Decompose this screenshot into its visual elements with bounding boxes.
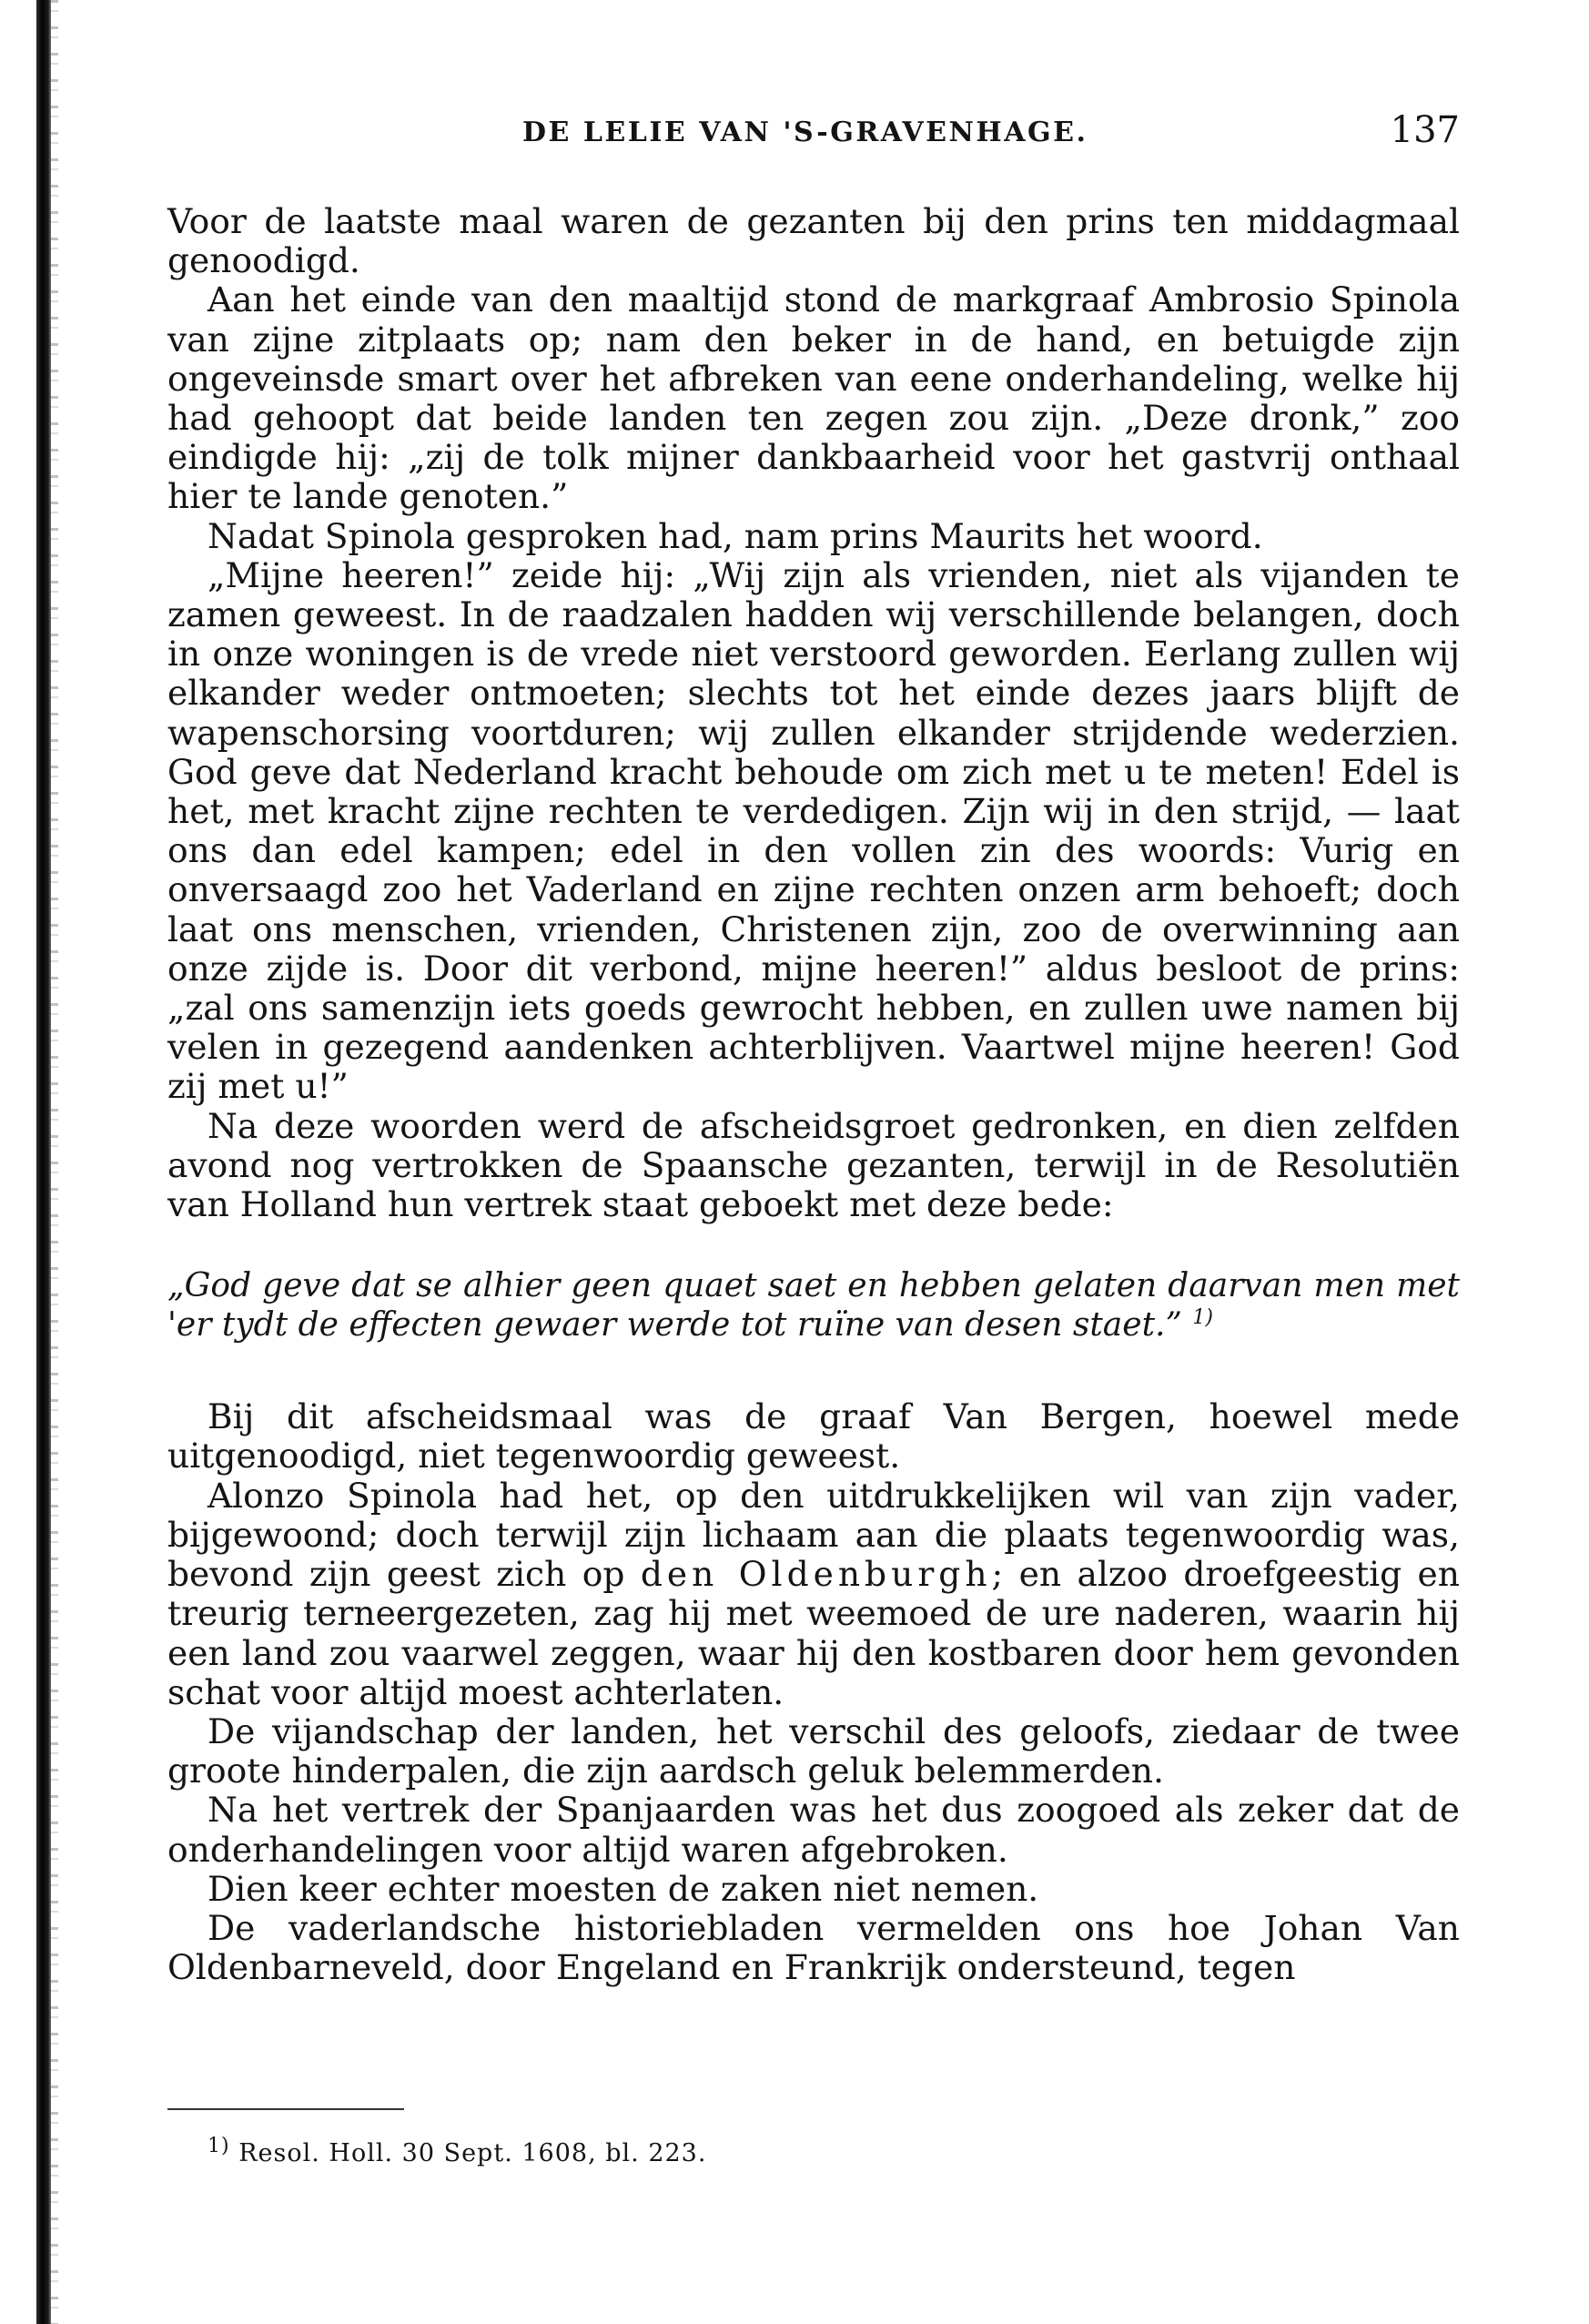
book-page (167, 0, 1460, 2324)
paragraph-3: Nadat Spinola gesproken had, nam prins Maurits het woord. (207, 515, 1263, 556)
paragraph-4: „Mijne heeren!” zeide hij: „Wij zijn als vrienden, niet als vijanden te zamen geweest. In de raadzalen hadden wij verschillende belangen, doch in onze woningen is de vrede niet verstoord geworden. Eerlang zullen wij elkander weder ontmoeten; slechts tot het einde dezes jaars blijft de wapenschorsing voortduren; wij zullen elkander strijdende wederzien. God geve dat Nederland kracht behoude om zich met u te meten! Edel is het, met kracht zijne rechten te verdedigen. Zijn wij in den strijd, — laat ons dan edel kampen; edel in den vollen zin des woords: Vurig en onversaagd zoo het Vaderland en zijne rechten onzen arm behoeft; doch laat ons menschen, vrienden, Christenen zijn, zoo de overwinning aan onze zijde is. Door dit verbond, mijne heeren!” aldus besloot de prins: „zal ons samenzijn iets goeds gewrocht hebben, en zullen uwe namen bij velen in gezegend aandenken achterblijven. Vaartwel mijne heeren! God zij met u!” (167, 554, 1460, 1107)
footnote-divider (167, 2108, 404, 2110)
paragraph-10: Dien keer echter moesten de zaken niet nemen. (207, 1868, 1039, 1909)
running-head-title: DE LELIE VAN 'S-GRAVENHAGE. (522, 117, 1088, 148)
paragraph-1: Voor de laatste maal waren de gezanten bij den prins ten middagmaal genoodigd. (167, 201, 1460, 281)
footnote-mark: 1) (207, 2135, 230, 2157)
footnote-text: Resol. Holl. 30 Sept. 1608, bl. 223. (238, 2139, 707, 2167)
paragraph-7-start: Alonzo Spinola had het, op den uitdrukkelijken wil van zijn vader, bijgewoond; doch terwijl zijn lichaam aan die plaats tegenwoordig was, bevond zijn geest zich op (167, 1475, 1460, 1595)
block-quote (167, 1266, 1460, 1345)
paragraph-6: Bij dit afscheidsmaal was de graaf Van Bergen, hoewel mede uitgenoodigd, niet tegenwoordig geweest. (167, 1396, 1460, 1477)
page-number: 137 (1390, 109, 1460, 151)
paragraph-7-end: ; en alzoo droefgeestig en treurig terneergezeten, zag hij met weemoed de ure naderen, waarin hij een land zou vaarwel zeggen, waar hij den kostbaren door hem gevonden schat voor altijd moest achterlaten. (167, 1554, 1460, 1712)
scan-binding-fringe (51, 0, 58, 2324)
spaced-place-name: den Oldenburgh (640, 1554, 992, 1595)
running-head (167, 109, 1460, 162)
footnote-reference: 1) (1192, 1306, 1213, 1330)
paragraph-2: Aan het einde van den maaltijd stond de markgraaf Ambrosio Spinola van zijne zitplaats op; nam den beker in de hand, en betuigde zijn ongeveinsde smart over het afbreken van eene onderhandeling, welke hij had gehoopt dat beide landen ten zegen zou zijn. „Deze dronk,” zoo eindigde hij: „zij de tolk mijner dankbaarheid voor het gastvrij onthaal hier te lande genoten.” (167, 279, 1460, 517)
paragraph-7 (167, 1477, 1460, 1712)
paragraph-5: Na deze woorden werd de afscheidsgroet gedronken, en dien zelfden avond nog vertrokken de Spaansche gezanten, terwijl in de Resolutiën van Holland hun vertrek staat geboekt met deze bede: (167, 1105, 1460, 1225)
paragraph-11: De vaderlandsche historiebladen vermelden ons hoe Johan Van Oldenbarneveld, door Engeland en Frankrijk ondersteund, tegen (167, 1907, 1460, 1988)
paragraph-8: De vijandschap der landen, het verschil des geloofs, ziedaar de twee groote hinderpalen, die zijn aardsch geluk belemmerden. (167, 1710, 1460, 1791)
paragraph-9: Na het vertrek der Spanjaarden was het dus zoogoed als zeker dat de onderhandelingen voor altijd waren afgebroken. (167, 1790, 1460, 1870)
body-text (167, 202, 1460, 1987)
footnote (207, 2135, 707, 2167)
scan-binding-edge (36, 0, 51, 2324)
block-quote-text: „God geve dat se alhier geen quaet saet en hebben gelaten daarvan men met 'er tydt de effecten gewaer werde tot ruïne van desen staet.” (167, 1267, 1460, 1345)
